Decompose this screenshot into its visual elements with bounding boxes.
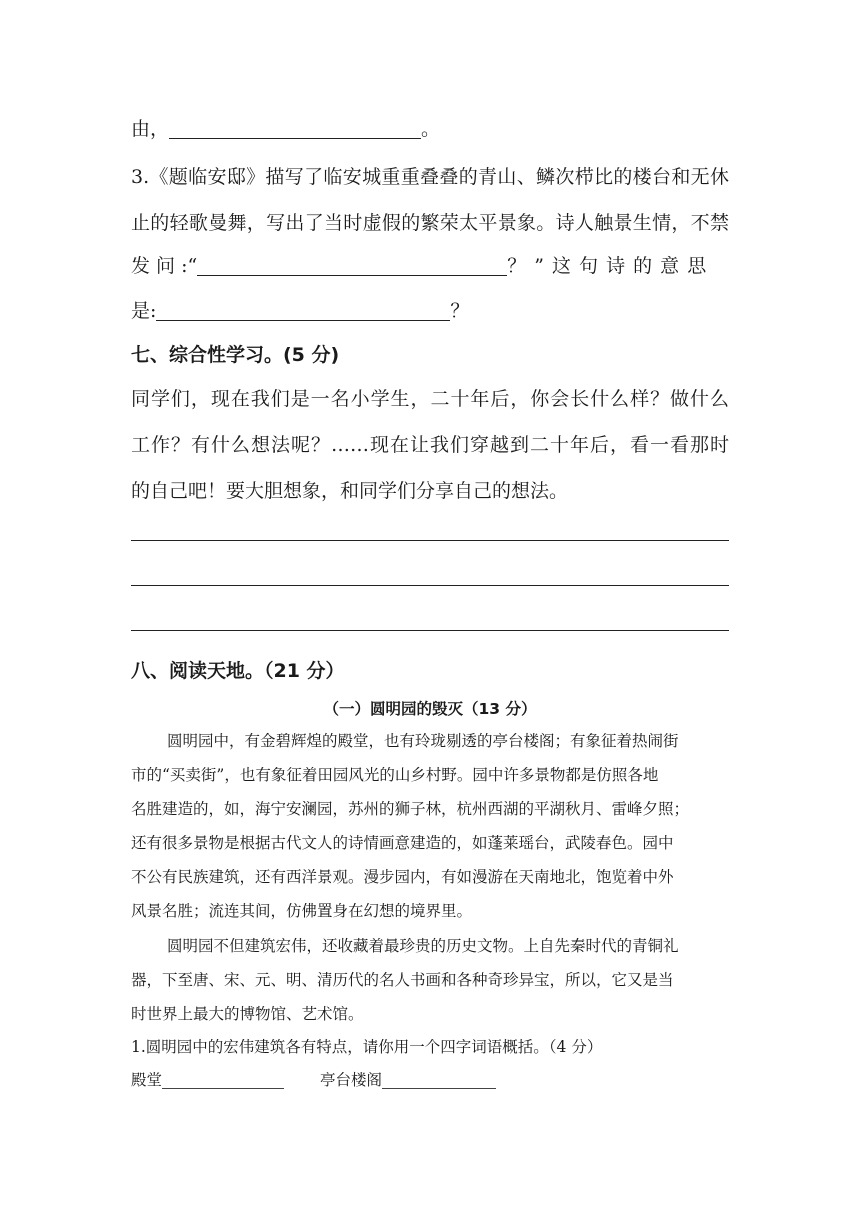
q3-line-1: 3.《题临安邸》描写了临安城重重叠叠的青山、鳞次栉比的楼台和无休: [131, 166, 729, 188]
q3-line3-suffix: ？ ” 这 句 诗 的 意 思: [507, 255, 708, 277]
section8-heading: 八、阅读天地。（21 分）: [131, 660, 345, 682]
q3-line-4: [131, 296, 729, 323]
q3-line4-suffix: ？: [450, 300, 470, 322]
reading-question-1: 1.圆明园中的宏伟建筑各有特点，请你用一个四字词语概括。（4 分）: [131, 1038, 603, 1056]
answer-line-2[interactable]: [131, 585, 729, 586]
reading-para1-line-3: 名胜建造的，如，海宁安澜园，苏州的狮子林，杭州西湖的平湖秋月、雷峰夕照；: [131, 800, 690, 818]
reading-para2-line-1: 圆明园不但建筑宏伟，还收藏着最珍贵的历史文物。上自先秦时代的青铜礼: [167, 937, 679, 955]
reading-para2-line-3: 时世界上最大的博物馆、艺术馆。: [131, 1005, 364, 1023]
q1-palace-blank[interactable]: [162, 1072, 284, 1089]
q1-answer-row: [131, 1068, 729, 1090]
q3-meaning-blank[interactable]: [156, 302, 450, 321]
reading-para1-line-1: 圆明园中，有金碧辉煌的殿堂，也有玲珑剔透的亭台楼阁；有象征着热闹街: [167, 732, 679, 750]
section7-paragraph-line-1: 同学们，现在我们是一名小学生，二十年后，你会长什么样？做什么: [131, 388, 729, 410]
answer-line-1[interactable]: [131, 540, 729, 541]
q2-tail-line: [131, 114, 729, 141]
q3-line-3: [131, 251, 729, 278]
q1-label-palace: 殿堂: [131, 1071, 163, 1089]
reading-para1-line-6: 风景名胜；流连其间，仿佛置身在幻想的境界里。: [131, 902, 473, 920]
reading-para1-line-5: 不公有民族建筑，还有西洋景观。漫步园内，有如漫游在天南地北，饱览着中外: [131, 868, 674, 886]
q1-pavilion-blank[interactable]: [382, 1072, 496, 1089]
section7-paragraph-line-2: 工作？有什么想法呢？……现在让我们穿越到二十年后，看一看那时: [131, 434, 729, 456]
q2-tail-prefix: 由，: [131, 118, 170, 140]
reading-para1-line-4: 还有很多景物是根据古代文人的诗情画意建造的，如蓬莱瑶台，武陵春色。园中: [131, 834, 674, 852]
section7-paragraph-line-3: 的自己吧！要大胆想象，和同学们分享自己的想法。: [131, 480, 569, 502]
reading-para2-line-2: 器，下至唐、宋、元、明、清历代的名人书画和各种奇珍异宝，所以，它又是当: [131, 971, 674, 989]
q2-tail-suffix: 。: [421, 118, 441, 140]
reading-subtitle: （一）圆明园的毁灭（13 分）: [323, 700, 537, 718]
answer-line-3[interactable]: [131, 630, 729, 631]
q3-poem-blank[interactable]: [197, 257, 507, 276]
reading-para1-line-2: 市的“买卖街”，也有象征着田园风光的山乡村野。园中许多景物都是仿照各地: [131, 766, 659, 784]
q2-answer-blank[interactable]: [169, 120, 421, 139]
q3-line-2: 止的轻歌曼舞，写出了当时虚假的繁荣太平景象。诗人触景生情，不禁: [131, 212, 729, 234]
q1-label-pavilion: 亭台楼阁: [320, 1071, 383, 1089]
q3-line3-prefix: 发 问 :“: [131, 255, 198, 277]
q3-line4-prefix: 是:: [131, 300, 157, 322]
section7-heading: 七、综合性学习。(5 分): [131, 344, 340, 366]
